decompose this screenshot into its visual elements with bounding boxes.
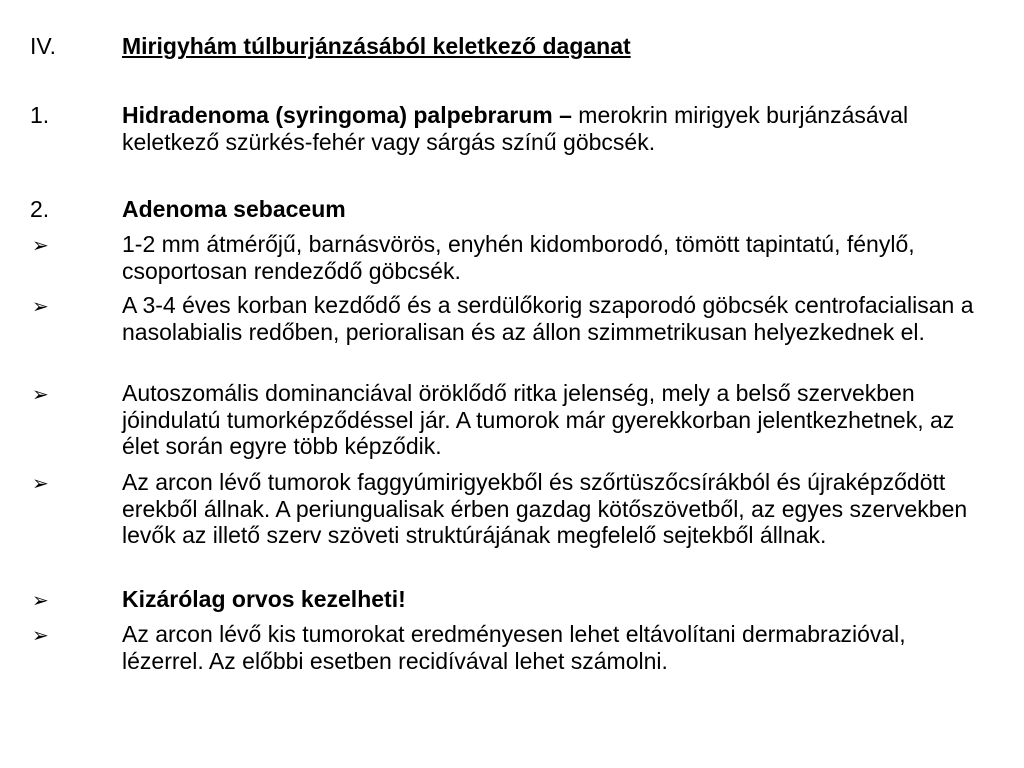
arrow-bullet-icon: ➢ <box>32 294 49 318</box>
arrow-bullet-icon: ➢ <box>32 233 49 257</box>
bullet-marker <box>30 586 122 614</box>
item-2-title: Adenoma sebaceum <box>122 196 346 222</box>
item-1-text: merokrin mirigyek burjánzásával keletkező szürkés-fehér vagy sárgás színű göbcsék. <box>122 102 909 155</box>
bullet-marker <box>30 292 122 320</box>
item-2 <box>30 196 990 223</box>
section-heading <box>30 33 990 60</box>
item-1-marker: 1. <box>30 102 50 128</box>
item-1-title: Hidradenoma (syringoma) palpebrarum – <box>122 102 572 128</box>
bullet-item <box>30 586 990 614</box>
bullet-marker <box>30 469 122 497</box>
bullet-text: Autoszomális dominanciával öröklődő ritka jelenség, mely a belső szervekben jóindulatú tumorképződéssel jár. A tumorok már gyerekkorban jelentkezhetnek, az élet során egyre több képződik. <box>122 380 955 459</box>
bullet-text: Az arcon lévő kis tumorokat eredményesen lehet eltávolítani dermabrazióval, lézerrel. Az előbbi esetben recidívával lehet számolni. <box>122 621 906 674</box>
bullet-item <box>30 469 990 549</box>
bullet-marker <box>30 380 122 408</box>
bullet-marker <box>30 621 122 649</box>
bullet-item <box>30 231 990 284</box>
bullet-text: A 3-4 éves korban kezdődő és a serdülőkorig szaporodó göbcsék centrofacialisan a nasolabialis redőben, perioralisan és az állon szimmetrikusan helyezkednek el. <box>122 292 974 345</box>
bullet-item <box>30 292 990 345</box>
bullet-text: 1-2 mm átmérőjű, barnásvörös, enyhén kidomborodó, tömött tapintatú, fénylő, csoportosan rendeződő göbcsék. <box>122 231 915 284</box>
bullet-text-emphasis: Kizárólag orvos kezelheti! <box>122 586 406 612</box>
section-title: Mirigyhám túlburjánzásából keletkező daganat <box>122 33 631 59</box>
item-1 <box>30 102 990 155</box>
bullet-item <box>30 621 990 674</box>
item-1-content <box>122 102 990 155</box>
item-2-marker: 2. <box>30 196 50 222</box>
bullet-item <box>30 380 990 460</box>
arrow-bullet-icon: ➢ <box>32 382 49 406</box>
arrow-bullet-icon: ➢ <box>32 623 49 647</box>
arrow-bullet-icon: ➢ <box>32 588 49 612</box>
bullet-text: Az arcon lévő tumorok faggyúmirigyekből és szőrtüszőcsírákból és újraképződött erekből állnak. A periungualisak érben gazdag kötőszövetből, az egyes szervekben levők az illető szerv szöveti struktúrájának megfelelő sejtekből állnak. <box>122 469 968 548</box>
arrow-bullet-icon: ➢ <box>32 471 49 495</box>
section-marker: IV. <box>30 33 57 59</box>
bullet-marker <box>30 231 122 259</box>
